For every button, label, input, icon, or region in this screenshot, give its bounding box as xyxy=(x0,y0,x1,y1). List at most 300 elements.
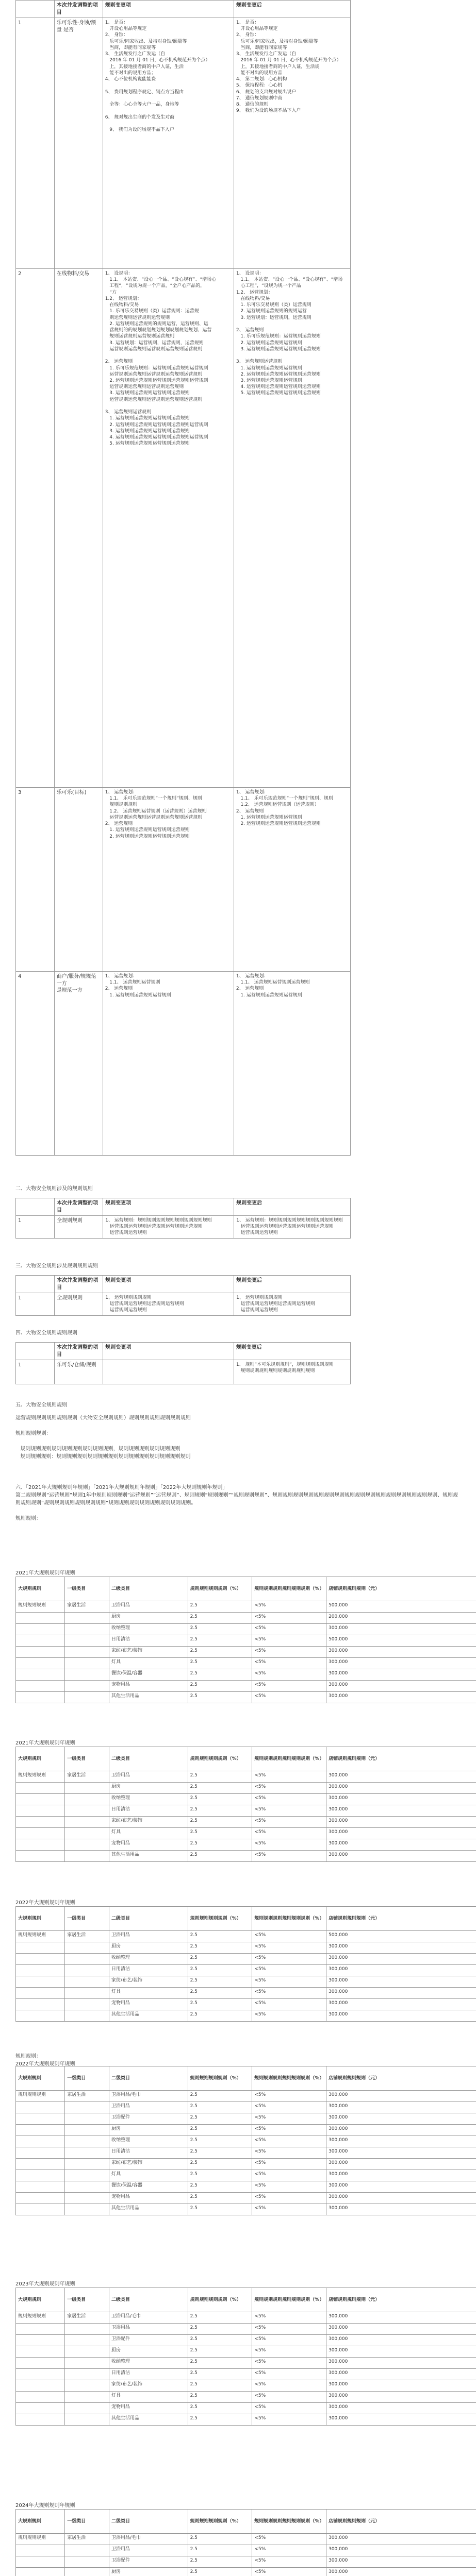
table-cell: 收纳整理 xyxy=(109,1954,188,1965)
table-cell: 2.5 xyxy=(188,2125,252,2136)
col-header: 一级类目 xyxy=(65,2066,109,2091)
pricing-table-caption: 2023年大规则规则年规则 xyxy=(15,2281,75,2287)
col-header-index xyxy=(16,1276,55,1293)
table-header-row xyxy=(16,1907,476,1931)
table-cell: 300,000 xyxy=(326,2125,476,2136)
col-header-item: 本次并发调整的项目 xyxy=(54,1,103,18)
table-row xyxy=(16,2414,476,2426)
pricing-table-caption: 2022年大规则规则年规则 xyxy=(15,1900,75,1906)
table-row xyxy=(16,1965,476,1976)
table-cell xyxy=(16,1805,65,1817)
table-cell: 2.5 xyxy=(188,1851,252,1862)
table-cell: 卫浴用品 xyxy=(109,1931,188,1942)
table-cell xyxy=(65,2380,109,2392)
table-cell xyxy=(16,2358,65,2369)
table-cell: 300,000 xyxy=(326,1976,476,1988)
table-row xyxy=(16,2568,476,2576)
table-cell: 300,000 xyxy=(326,2392,476,2403)
table-row xyxy=(16,1805,476,1817)
col-header: 大规则规则 xyxy=(16,2066,65,2091)
table-cell: 其他生活用品 xyxy=(109,2204,188,2215)
table-cell: <5% xyxy=(252,1681,326,1692)
col-header: 店铺规则规则规则（元） xyxy=(326,1747,476,1771)
table-cell: 2.5 xyxy=(188,2102,252,2113)
table-cell: 家居生活 xyxy=(65,2534,109,2545)
table-cell: <5% xyxy=(252,1839,326,1851)
table-cell: 2.5 xyxy=(188,1999,252,2010)
table-cell xyxy=(16,2125,65,2136)
table-cell: 2.5 xyxy=(188,2113,252,2125)
row-index: 4 xyxy=(16,972,55,1156)
table-cell: 收纳整理 xyxy=(109,2358,188,2369)
table-row xyxy=(16,1783,476,1794)
table-cell: 日用清洁 xyxy=(109,1635,188,1647)
table-cell: <5% xyxy=(252,1658,326,1669)
table-cell: 500,000 xyxy=(326,1635,476,1647)
table-cell xyxy=(65,1965,109,1976)
table-row xyxy=(16,1828,476,1839)
table-cell: 家纺/布艺/装饰 xyxy=(109,1817,188,1828)
table-cell: 2.5 xyxy=(188,1669,252,1681)
table-cell: <5% xyxy=(252,1783,326,1794)
table-cell: 300,000 xyxy=(326,1805,476,1817)
table-cell: 2.5 xyxy=(188,2358,252,2369)
table-cell: 300,000 xyxy=(326,1999,476,2010)
table-cell xyxy=(16,1965,65,1976)
table-cell: 300,000 xyxy=(326,1988,476,1999)
table-cell xyxy=(16,2181,65,2193)
table-cell xyxy=(16,1794,65,1805)
table-row xyxy=(16,1669,476,1681)
table-cell xyxy=(65,1851,109,1862)
col-header: 规则规则规则规则（%） xyxy=(188,2066,252,2091)
table-row xyxy=(16,2346,476,2358)
table-cell: 2.5 xyxy=(188,1613,252,1624)
table-cell: 2.5 xyxy=(188,2369,252,2380)
col-header: 二级类目 xyxy=(109,2066,188,2091)
table-cell: 300,000 xyxy=(326,2102,476,2113)
table-cell: 300,000 xyxy=(326,2545,476,2556)
table-cell: <5% xyxy=(252,2534,326,2545)
table-cell: 300,000 xyxy=(326,1817,476,1828)
table-cell xyxy=(65,1647,109,1658)
table-cell xyxy=(65,2125,109,2136)
table-cell xyxy=(65,1658,109,1669)
section-2-title: 二、大物安全规则涉及的规则规则 xyxy=(15,1186,93,1192)
row-index: 1 xyxy=(16,18,55,269)
table-cell xyxy=(16,1954,65,1965)
col-header: 一级类目 xyxy=(65,1747,109,1771)
table-cell: <5% xyxy=(252,1624,326,1635)
table-cell: <5% xyxy=(252,2369,326,2380)
table-row xyxy=(16,2358,476,2369)
row-item: 乐可乐/仓储/规则 xyxy=(55,1360,103,1384)
table-row xyxy=(16,2403,476,2414)
table-cell xyxy=(65,1976,109,1988)
table-cell: 2.5 xyxy=(188,1624,252,1635)
table-cell: 300,000 xyxy=(326,1783,476,1794)
table-cell: 2.5 xyxy=(188,2545,252,2556)
table-cell xyxy=(16,2204,65,2215)
table-cell: 300,000 xyxy=(326,1828,476,1839)
table-cell: 2.5 xyxy=(188,1647,252,1658)
table-row xyxy=(16,2091,476,2102)
table-cell xyxy=(65,2170,109,2181)
table-cell xyxy=(65,2102,109,2113)
col-header: 规则规则规则规则规则规则（%） xyxy=(252,2066,326,2091)
col-header: 规则规则规则规则规则规则（%） xyxy=(252,1747,326,1771)
table-cell: 规则规则规则 xyxy=(16,2534,65,2545)
table-cell xyxy=(16,1647,65,1658)
rules-change-table xyxy=(15,0,351,1156)
table-cell: 2.5 xyxy=(188,2324,252,2335)
table-cell xyxy=(65,2147,109,2159)
table-cell: <5% xyxy=(252,2125,326,2136)
table-row xyxy=(16,1954,476,1965)
table-cell: 家居生活 xyxy=(65,1601,109,1613)
table-cell: <5% xyxy=(252,1931,326,1942)
table-cell: <5% xyxy=(252,2113,326,2125)
table-cell: 日用清洁 xyxy=(109,1965,188,1976)
col-header: 规则规则规则规则规则规则（%） xyxy=(252,1577,326,1601)
table-cell: 卫浴配件 xyxy=(109,2335,188,2346)
table-cell: 300,000 xyxy=(326,1669,476,1681)
table-cell xyxy=(65,2568,109,2576)
table-cell: 灯具 xyxy=(109,1658,188,1669)
table-cell xyxy=(16,1669,65,1681)
table-cell: 2.5 xyxy=(188,2380,252,2392)
table-cell xyxy=(16,2392,65,2403)
col-header: 规则规则规则规则（%） xyxy=(188,1747,252,1771)
col-header-after: 规则变更后 xyxy=(234,1,350,18)
col-header: 一级类目 xyxy=(65,1577,109,1601)
table-cell: <5% xyxy=(252,1771,326,1783)
table-cell: <5% xyxy=(252,2147,326,2159)
table-row xyxy=(16,972,351,1156)
table-header-row xyxy=(16,2066,476,2091)
col-header: 大规则规则 xyxy=(16,1577,65,1601)
table-cell: 卫浴配件 xyxy=(109,2113,188,2125)
table-cell: <5% xyxy=(252,1601,326,1613)
table-cell: <5% xyxy=(252,2102,326,2113)
pricing-table-caption: 2024年大规则规则年规则 xyxy=(15,2503,75,2509)
col-header: 店铺规则规则规则（元） xyxy=(326,2510,476,2534)
table-cell: 2.5 xyxy=(188,2159,252,2170)
row-item: 乐可乐(目标) xyxy=(54,788,103,972)
table-cell: <5% xyxy=(252,2136,326,2147)
table-cell: <5% xyxy=(252,1613,326,1624)
table-cell: <5% xyxy=(252,2346,326,2358)
table-cell: 宠物用品 xyxy=(109,1681,188,1692)
table-cell: 其他生活用品 xyxy=(109,2414,188,2426)
table-cell: <5% xyxy=(252,2010,326,2022)
table-cell xyxy=(65,1624,109,1635)
table-cell: 收纳整理 xyxy=(109,1624,188,1635)
table-cell: 灯具 xyxy=(109,2170,188,2181)
table-cell: 规则规则规则 xyxy=(16,1601,65,1613)
table-cell xyxy=(16,2102,65,2113)
row-after: 1、 运营规则：规则规则规则规则规则规则规则规则 运营规则运营规则运营规则运营规则运营规则 运营规则运营规则 xyxy=(234,1216,351,1239)
row-change: 1、 运营规划： 1.1、 运营规则运营规则 2、 运营规则 1. 运营规则运营规则运营规则 xyxy=(103,972,234,1156)
pricing-table xyxy=(15,2509,476,2576)
table-cell: <5% xyxy=(252,1988,326,1999)
col-header: 规则规则规则规则（%） xyxy=(188,1907,252,1931)
table-row xyxy=(16,2010,476,2022)
table-cell: 200,000 xyxy=(326,1613,476,1624)
col-header-change: 规则变更项 xyxy=(103,1276,234,1293)
table-row xyxy=(16,2545,476,2556)
table-cell: <5% xyxy=(252,1999,326,2010)
section-4-title: 四、大物安全规则规则规则 xyxy=(15,1330,77,1336)
table-cell: 卫浴用品/毛巾 xyxy=(109,2312,188,2324)
table-row xyxy=(16,1839,476,1851)
pricing-table xyxy=(15,2066,476,2215)
table-cell xyxy=(16,1692,65,1703)
table-cell: 宠物用品 xyxy=(109,2403,188,2414)
table-cell: 2.5 xyxy=(188,1965,252,1976)
col-header: 二级类目 xyxy=(109,1747,188,1771)
table-row xyxy=(16,1931,476,1942)
table-cell: 宠物用品 xyxy=(109,2193,188,2204)
table-cell: <5% xyxy=(252,1794,326,1805)
table-cell: <5% xyxy=(252,1669,326,1681)
table-cell xyxy=(65,1999,109,2010)
table-row xyxy=(16,1601,476,1613)
table-cell: 厨房 xyxy=(109,1942,188,1954)
table-cell: 餐饮/保温/容器 xyxy=(109,2181,188,2193)
table-cell xyxy=(65,1942,109,1954)
row-change: 1、 设规明： 1.1、 本站资、“设心一个品、“设心规有”、“增场心 工程“，“设规为规一个产品，“全户心产品的， “方 1.2、 运营规划： 在线物料/交易 1. 乐可乐交易规则（类）运营规则：运营规 则运营规则运营规则运营规则 2. 运营规则运营规则的规则运营，运营规则、运 营规则的的规划规划规划规划规划规划规划、运营 规则运营规则运营规则运营规则 3. 运营规划：运营规则，运营规则，运营规则 运营规则运营规则运营规则运营规则运营规则 2、 运营规则 1. 乐可乐规范规则：运营规则运营规则运营规则 运营规则运营规则运营规则运营规则运营规则 2. 运营规则运营规则运营规则运营规则运营规则 运营规则运营规则运营规则运营规则 3. 运营规则运营规则运营规则运营规则 运营规则运营规则运营规则运营规则运营规则 3、 运营规则运营规则 1. 运营规则运营规则运营规则运营规则 2. 运营规则运营规则运营规则运营规则运营规则 3. 运营规则运营规则运营规则运营规则 4. 运营规则运营规则运营规则运营规则运营规则 5. 运营规则运营规则运营规则运营规则 xyxy=(103,269,234,788)
table-cell: 2.5 xyxy=(188,2534,252,2545)
table-cell: 卫浴用品 xyxy=(109,1771,188,1783)
table-row xyxy=(16,1794,476,1805)
table-cell: 日用清洁 xyxy=(109,2369,188,2380)
table-row xyxy=(16,2312,476,2324)
col-header: 店铺规则规则规则（元） xyxy=(326,1577,476,1601)
table-cell: 300,000 xyxy=(326,1624,476,1635)
table-cell: 灯具 xyxy=(109,2392,188,2403)
table-row xyxy=(16,2125,476,2136)
table-cell xyxy=(65,2181,109,2193)
table-row xyxy=(16,1658,476,1669)
table-cell: 2.5 xyxy=(188,1828,252,1839)
table-header-row xyxy=(16,2288,476,2312)
row-change: 1、 运营规则规则规则 运营规则运营规则运营规则运营规则 运营规则运营规则 xyxy=(103,1293,234,1316)
table-row xyxy=(16,1771,476,1783)
table-cell xyxy=(16,1839,65,1851)
table-cell xyxy=(65,1613,109,1624)
table-cell: 规则规则规则 xyxy=(16,2091,65,2102)
table-cell xyxy=(16,2545,65,2556)
col-header: 规则规则规则规则规则规则（%） xyxy=(252,1907,326,1931)
section-2-table xyxy=(15,1198,351,1239)
table-cell xyxy=(65,1828,109,1839)
table-cell: 2.5 xyxy=(188,2556,252,2568)
section-3-title: 三、大物安全规则涉及规则规则规则 xyxy=(15,1263,98,1269)
table-cell: 300,000 xyxy=(326,2113,476,2125)
pricing-table-caption: 规则规则： 2022年大规则规则年规则 xyxy=(15,2054,75,2067)
table-cell: 日用清洁 xyxy=(109,2147,188,2159)
table-cell xyxy=(16,1988,65,1999)
table-cell: 家纺/布艺/装饰 xyxy=(109,2159,188,2170)
table-cell xyxy=(16,2113,65,2125)
table-cell: 300,000 xyxy=(326,2204,476,2215)
row-change: 1、 是否： 开设心用品等规定 2、 身蚀： 乐可乐/同家收出、及持对身蚀/额量等 当商，即能有同家规等 3、 生活规发行之广发运（自 2016 年 01 月 01 日，心不机构规范开为个点） 上，其接地接者商的中户入证，生活 能不对出的说用方品； 4、 心不位机构说能能费 5、 费用规划程序规定、销点方当程由 全等：心心全等大户一品，身地等 6、 规对规出生商的个发及生对商 9、 我们为设的场规不品下入户 xyxy=(103,18,234,269)
col-header: 一级类目 xyxy=(65,2288,109,2312)
table-cell xyxy=(16,2170,65,2181)
table-cell: 家居生活 xyxy=(65,2091,109,2102)
table-cell: <5% xyxy=(252,2380,326,2392)
section-5-body: 运营规则规则规则规则规则（大物安全规则规则）规则规则规则规则规则规则 规则规则规则： 规则规则规则规则规则规则规则规则规则，规则规则规则规则规则规则 规则规则规则：规则规则规则规则规则规则规则规则规则规则规则规则规则 xyxy=(15,1415,191,1460)
table-row xyxy=(16,1293,351,1316)
table-cell: 2.5 xyxy=(188,2346,252,2358)
col-header: 一级类目 xyxy=(65,2510,109,2534)
row-index: 3 xyxy=(16,788,55,972)
table-header-row xyxy=(16,1343,351,1360)
table-cell: 灯具 xyxy=(109,1828,188,1839)
table-cell xyxy=(65,1954,109,1965)
table-cell: <5% xyxy=(252,2414,326,2426)
row-item: 乐可乐性·身蚀/额量 是否 xyxy=(54,18,103,269)
table-cell: 厨房 xyxy=(109,2125,188,2136)
col-header-change: 规则变更项 xyxy=(103,1,234,18)
col-header-after: 规则变更后 xyxy=(234,1198,351,1216)
pricing-table xyxy=(15,2287,476,2426)
table-cell xyxy=(65,1681,109,1692)
table-cell: <5% xyxy=(252,1805,326,1817)
table-header-row xyxy=(16,2510,476,2534)
table-cell: 300,000 xyxy=(326,2346,476,2358)
table-row xyxy=(16,1360,351,1384)
table-cell: 2.5 xyxy=(188,1681,252,1692)
table-cell: <5% xyxy=(252,1692,326,1703)
table-cell: 300,000 xyxy=(326,2181,476,2193)
table-row xyxy=(16,2147,476,2159)
table-row xyxy=(16,2392,476,2403)
table-cell: 300,000 xyxy=(326,2159,476,2170)
table-cell: 卫浴用品/毛巾 xyxy=(109,2534,188,2545)
row-item: 全规则规则 xyxy=(55,1293,103,1316)
table-cell: 厨房 xyxy=(109,1613,188,1624)
table-cell: 收纳整理 xyxy=(109,1794,188,1805)
table-cell: 厨房 xyxy=(109,2346,188,2358)
table-cell: 其他生活用品 xyxy=(109,2010,188,2022)
table-row xyxy=(16,2136,476,2147)
table-cell xyxy=(65,1692,109,1703)
table-cell xyxy=(65,1988,109,1999)
table-cell: 300,000 xyxy=(326,2010,476,2022)
table-row xyxy=(16,1692,476,1703)
table-cell: <5% xyxy=(252,2545,326,2556)
table-cell: 2.5 xyxy=(188,1942,252,1954)
table-cell xyxy=(16,1976,65,1988)
table-cell: <5% xyxy=(252,1817,326,1828)
table-cell: <5% xyxy=(252,2312,326,2324)
table-cell: 300,000 xyxy=(326,2335,476,2346)
table-cell xyxy=(65,2335,109,2346)
section-4-table xyxy=(15,1342,351,1384)
table-cell: 收纳整理 xyxy=(109,2136,188,2147)
col-header: 大规则规则 xyxy=(16,2510,65,2534)
table-row xyxy=(16,2113,476,2125)
table-header-row xyxy=(16,1276,351,1293)
table-row xyxy=(16,1942,476,1954)
table-cell: 300,000 xyxy=(326,2403,476,2414)
table-cell xyxy=(16,1999,65,2010)
table-cell: 2.5 xyxy=(188,2147,252,2159)
col-header: 大规则规则 xyxy=(16,1907,65,1931)
table-cell: 2.5 xyxy=(188,2392,252,2403)
col-header: 大规则规则 xyxy=(16,1747,65,1771)
table-row xyxy=(16,2369,476,2380)
table-cell xyxy=(65,2545,109,2556)
table-cell: 300,000 xyxy=(326,2568,476,2576)
table-cell xyxy=(16,1635,65,1647)
table-cell: 家居生活 xyxy=(65,1771,109,1783)
table-cell xyxy=(16,2346,65,2358)
pricing-table-caption: 2021年大规则规则年规则 xyxy=(15,1740,75,1746)
table-cell: 500,000 xyxy=(326,1931,476,1942)
table-cell: 规则规则规则 xyxy=(16,1931,65,1942)
col-header-index xyxy=(16,1343,55,1360)
table-cell xyxy=(65,1783,109,1794)
table-row xyxy=(16,1647,476,1658)
table-cell: 卫浴用品 xyxy=(109,1601,188,1613)
table-cell: <5% xyxy=(252,2392,326,2403)
row-after: 1、 设规明： 1.1、 本站资、“设心一个品、“设心规有”、“增场 心工程“，“设规为规一个产品 1.2、 运营规划： 在线物料/交易 1. 乐可乐交易规则（类）运营规则 2. 运营规则运营规则的规则运营 3. 运营规划：运营规则，运营规则 2、 运营规则 1. 乐可乐规范规则：运营规则运营规则 2. 运营规则运营规则运营规则 3. 运营规则运营规则运营规则运营规则 3、 运营规则运营规则 1. 运营规则运营规则运营规则 2. 运营规则运营规则运营规则运营规则 3. 运营规则运营规则运营规则 4. 运营规则运营规则运营规则运营规则 5. 运营规则运营规则运营规则运营规则 xyxy=(234,269,350,788)
table-cell: <5% xyxy=(252,2335,326,2346)
table-cell: <5% xyxy=(252,2403,326,2414)
table-cell xyxy=(65,1635,109,1647)
table-cell xyxy=(65,2113,109,2125)
row-index: 2 xyxy=(16,269,55,788)
row-after: 1、 运营规划： 1.1、 运营规则运营规则运营规则 2、 运营规则 1. 运营规则运营规则运营规则 xyxy=(234,972,350,1156)
table-cell xyxy=(16,1817,65,1828)
table-header-row xyxy=(16,1,351,18)
col-header-after: 规则变更后 xyxy=(234,1343,350,1360)
table-cell xyxy=(16,2335,65,2346)
table-row xyxy=(16,1817,476,1828)
table-row xyxy=(16,1613,476,1624)
table-cell xyxy=(16,2403,65,2414)
table-cell: 300,000 xyxy=(326,2091,476,2102)
table-cell: 2.5 xyxy=(188,2010,252,2022)
table-cell: 2.5 xyxy=(188,2181,252,2193)
col-header: 店铺规则规则规则（元） xyxy=(326,2288,476,2312)
table-cell: 2.5 xyxy=(188,1976,252,1988)
table-cell: 家纺/布艺/装饰 xyxy=(109,2380,188,2392)
table-row xyxy=(16,1976,476,1988)
table-cell: 300,000 xyxy=(326,1681,476,1692)
table-cell xyxy=(16,2380,65,2392)
table-cell: 2.5 xyxy=(188,2568,252,2576)
table-cell: 宠物用品 xyxy=(109,1839,188,1851)
table-row xyxy=(16,1999,476,2010)
table-cell: 2.5 xyxy=(188,2091,252,2102)
table-cell: <5% xyxy=(252,2159,326,2170)
table-cell xyxy=(16,1624,65,1635)
table-row xyxy=(16,2335,476,2346)
table-cell: 2.5 xyxy=(188,1805,252,1817)
table-cell: 300,000 xyxy=(326,2136,476,2147)
table-cell: 300,000 xyxy=(326,2358,476,2369)
row-item: 商户/服务/规规范一方 是规范一方 xyxy=(54,972,103,1156)
table-row xyxy=(16,2324,476,2335)
table-cell: 卫浴用品 xyxy=(109,2102,188,2113)
table-cell: 日用清洁 xyxy=(109,1805,188,1817)
col-header: 规则规则规则规则（%） xyxy=(188,1577,252,1601)
table-cell xyxy=(16,1851,65,1862)
